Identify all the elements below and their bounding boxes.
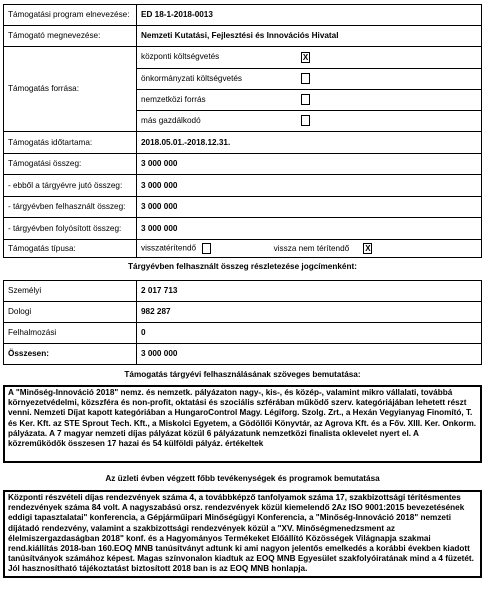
- source-option-label: nemzetközi forrás: [137, 89, 297, 110]
- supporter-label: Támogató megnevezése:: [4, 26, 137, 47]
- program-id-label: Támogatási program elnevezése:: [4, 5, 137, 26]
- amount-label: Támogatási összeg:: [4, 154, 137, 175]
- activities-heading: Az üzleti évben végzett főbb tevékenységek és programok bemutatása: [105, 474, 380, 483]
- breakdown-value: 982 287: [137, 302, 482, 323]
- source-options: [137, 47, 481, 131]
- source-option: [137, 110, 481, 131]
- year-share-label: - ebből a tárgyévre jutó összeg:: [4, 175, 137, 197]
- paid-label: - tárgyévben folyósított összeg:: [4, 218, 137, 240]
- activities-text: Központi részvételi díjas rendezvények száma 4, a továbbképző tanfolyamok száma 17, szakbizottsági térítésmentes rendezvények száma 84 volt. A nagyszabású orsz. rendezvények közül kiemelendő 2Az ISO 9001:2015 bevezetésének eddigi tapasztalatai" konferencia, a Gépjárműipari Minőségügyi Konferencia, a "Minőség-Innováció 2018" nemzeti díjátadó rendezvény, valamint a szakbizottsági rendezvények közül a "XV. Minőségmenedzsment az élelmiszergazdaságban 2018" konf. és a Hagyományos Termékeket Előállító Közösségek Világnapja szakmai rend.kiállítás 2018-ban 160.EOQ MNB tanúsítványt adtunk ki ami nagyon jelentős emelkedés a korábbi években kiadott tanúsítványok számához képest. Magas színvonalon kiadtuk az EOQ MNB Egyesület szakfolyóiratának mind a 4 füzetét. Jól hasznosítható tájékoztatást biztosított 2018 ban is az EOQ MNB honlapja.: [3, 490, 482, 578]
- source-option-label: önkormányzati költségvetés: [137, 68, 297, 89]
- breakdown-label: Dologi: [4, 302, 137, 323]
- source-checkbox[interactable]: [301, 94, 310, 105]
- used-value: 3 000 000: [137, 197, 482, 218]
- breakdown-label: Személyi: [4, 281, 137, 302]
- duration-value: 2018.05.01.-2018.12.31.: [137, 132, 482, 154]
- usage-text: A "Minőség-Innováció 2018" nemz. és nemzetk. pályázaton nagy-, kis-, és közép-, valamint mikro vállalati, továbbá környezetvédelmi, közszféra és non-profit, oktatási és szociális szférában működő szerv. kategóriájában lehetett részt venni. Nemzeti Díjat kapott kategóriában a HungaroControl Magy. Légiforg. Szolg. Zrt., a Hexán Vegyianyag Finomító, T. és Ker. Kft. az STE Sprout Tech. Kft., a Miskolci Egyetem, a Gödöllői Könyvtár, az Agrova Kft. és a Főv. XIII. Ker. Onkorm. pályázata. A 7 magyar nemzeti díjas pályázat közül 6 pályázatunk nemzetközi finalista oklevelet nyert el. A közreműködők összesen 17 hazai és 54 külföldi pályáz. értékeltek: [3, 385, 482, 463]
- breakdown-row: [4, 323, 482, 344]
- program-id-value: ED 18-1-2018-0013: [137, 5, 482, 26]
- paid-value: 3 000 000: [137, 218, 482, 240]
- amount-value: 3 000 000: [137, 154, 482, 175]
- source-checkbox[interactable]: X: [302, 52, 309, 62]
- source-option-label: központi költségvetés: [137, 47, 297, 68]
- type-nonrefundable-checkbox[interactable]: X: [365, 244, 371, 253]
- breakdown-total-row: [4, 344, 482, 365]
- source-label: Támogatás forrása:: [4, 47, 137, 132]
- usage-heading: Támogatás tárgyévi felhasználásának szöveges bemutatása:: [124, 370, 361, 379]
- year-share-value: 3 000 000: [137, 175, 482, 197]
- source-option: [137, 68, 481, 89]
- type-refundable-checkbox[interactable]: [202, 243, 211, 254]
- type-label: Támogatás típusa:: [4, 240, 137, 258]
- used-label: - tárgyévben felhasznált összeg:: [4, 197, 137, 218]
- source-option: [137, 89, 481, 110]
- source-checkbox[interactable]: [301, 115, 310, 126]
- support-info-table: [3, 4, 482, 258]
- breakdown-row: [4, 281, 482, 302]
- source-option: [137, 47, 481, 68]
- source-checkbox[interactable]: [301, 73, 310, 84]
- breakdown-value: 2 017 713: [137, 281, 482, 302]
- report-page: [3, 4, 482, 578]
- source-option-label: más gazdálkodó: [141, 115, 201, 125]
- type-nonrefundable-label: vissza nem térítendő: [273, 243, 350, 253]
- breakdown-label: Felhalmozási: [4, 323, 137, 344]
- breakdown-heading: Tárgyévben felhasznált összeg részletezése jogcímenként:: [128, 262, 357, 271]
- supporter-value: Nemzeti Kutatási, Fejlesztési és Innovációs Hivatal: [137, 26, 482, 47]
- breakdown-total-value: 3 000 000: [137, 344, 482, 365]
- type-refundable-label: visszatérítendő: [141, 243, 197, 253]
- breakdown-table: [3, 280, 482, 365]
- breakdown-total-label: Összesen:: [4, 344, 137, 365]
- breakdown-row: [4, 302, 482, 323]
- breakdown-value: 0: [137, 323, 482, 344]
- duration-label: Támogatás időtartama:: [4, 132, 137, 154]
